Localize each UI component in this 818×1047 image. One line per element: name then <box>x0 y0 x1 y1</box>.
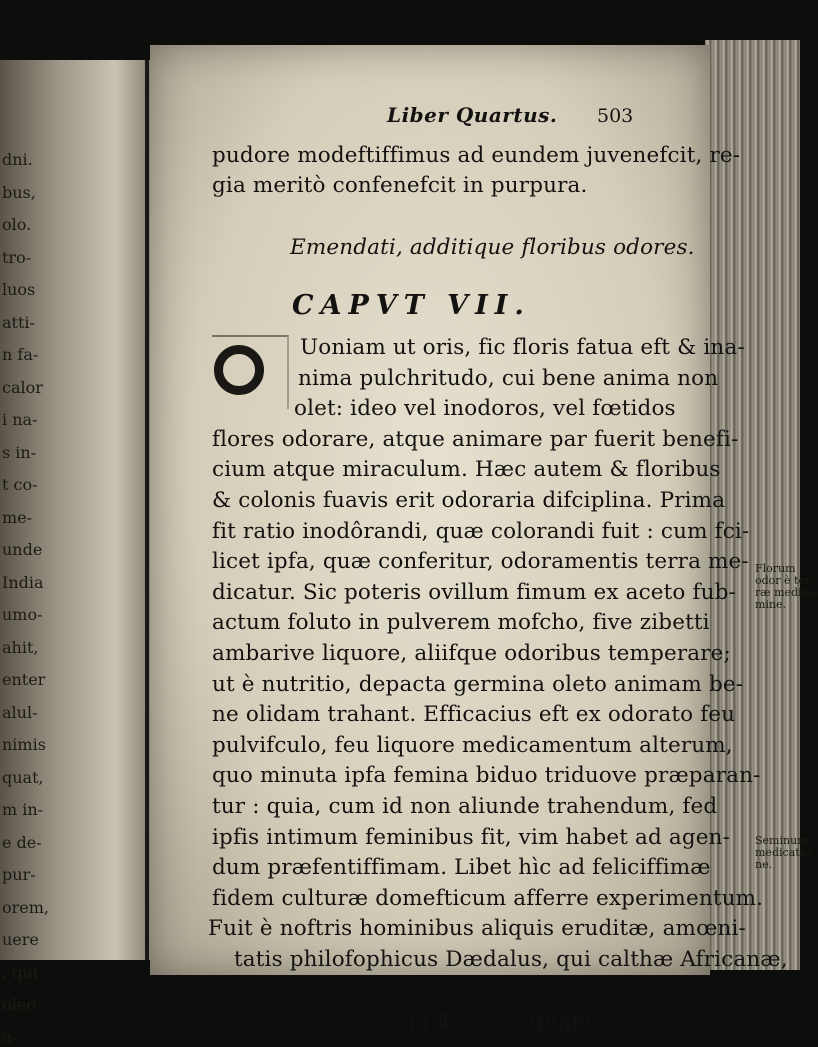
signature-mark: I i 4 <box>407 1010 451 1035</box>
margin-fragment: nimis <box>2 735 46 754</box>
margin-fragment: luos <box>2 280 36 299</box>
text-line: cium atque miraculum. Hæc autem & floribus <box>212 457 721 483</box>
text-line: olet: ideo vel inodoros, vel fœtidos <box>294 396 676 422</box>
marginal-note-florum <box>755 563 818 611</box>
margin-fragment: , qui <box>2 962 38 982</box>
margin-fragment: ahit, <box>2 637 39 657</box>
text-line: tatis philofophicus Dædalus, qui calthæ Africanæ, <box>234 947 788 972</box>
margin-fragment: enter <box>2 670 46 689</box>
book-gutter <box>145 60 149 960</box>
text-line: nima pulchritudo, cui bene anima non <box>298 365 719 391</box>
text-line: actum foluto in pulverem mofcho, five zibetti <box>212 610 710 636</box>
marginal-note-line: odor è ter- <box>755 574 814 587</box>
margin-fragment: umo- <box>2 605 43 624</box>
text-line: dicatur. Sic poteris ovillum fimum ex aceto fub- <box>212 579 736 605</box>
marginal-note-line: mine. <box>755 598 787 611</box>
intro-line: gia meritò confenefcit in purpura. <box>212 173 588 198</box>
text-line: fidem culturæ domefticum afferre experimentum. <box>212 885 764 911</box>
catchword: quàm <box>530 1010 593 1035</box>
margin-fragment: u- <box>2 1027 18 1047</box>
margin-fragment: uere <box>2 930 39 949</box>
margin-fragment: m in- <box>2 800 44 819</box>
marginal-note-line: Seminum <box>755 834 808 847</box>
text-line: ambarive liquore, aliifque odoribus temperare; <box>212 641 731 666</box>
margin-fragment: i na- <box>2 410 38 429</box>
text-line: Fuit è noftris hominibus aliquis eruditæ, amœni- <box>208 916 746 942</box>
marginal-note-line: ne. <box>755 858 773 871</box>
margin-fragment: bus, <box>2 182 36 202</box>
marginal-note-seminum <box>755 835 814 871</box>
text-line: ne olidam trahant. Efficacius eft ex odorato feu <box>212 702 736 728</box>
marginal-note-line: medicatio- <box>755 846 814 859</box>
margin-fragment: t co- <box>2 475 38 494</box>
text-line: quo minuta ipfa femina biduo triduove præparan- <box>212 763 761 789</box>
text-line: licet ipfa, quæ conferitur, odoramentis terra me- <box>212 549 749 575</box>
margin-fragment: orem, <box>2 897 50 917</box>
margin-fragment: dni. <box>2 150 33 169</box>
margin-fragment: me- <box>2 507 33 527</box>
margin-fragment: oleo <box>2 995 36 1014</box>
dropcap-letter-q <box>214 345 264 395</box>
margin-fragment: India <box>2 572 44 592</box>
text-line: tur : quia, cum id non aliunde trahendum, fed <box>212 794 718 819</box>
book-page <box>150 45 818 1035</box>
margin-fragment: quat, <box>2 767 44 787</box>
running-header <box>212 103 692 133</box>
text-line: dum præfentiffimam. Libet hìc ad feliciffimæ <box>212 855 711 881</box>
chapter-heading: CAPVT VII. <box>292 290 531 321</box>
margin-fragment: tro- <box>2 247 32 267</box>
text-line: Uoniam ut oris, fic floris fatua eft & ina- <box>300 335 745 360</box>
margin-fragment: s in- <box>2 442 37 462</box>
margin-fragment: unde <box>2 540 43 559</box>
intro-line: pudore modeftiffimus ad eundem juvenefcit, re- <box>212 143 741 168</box>
text-line: fit ratio inodôrandi, quæ colorandi fuit : cum fci- <box>212 518 750 544</box>
verse-line: Emendati, additique floribus odores. <box>290 235 695 260</box>
margin-fragment: e de- <box>2 832 42 852</box>
margin-fragment: calor <box>2 377 43 397</box>
margin-fragment: alul- <box>2 702 38 722</box>
margin-fragment: atti- <box>2 312 35 332</box>
page-number: 503 <box>597 105 634 127</box>
marginal-note-line: Florum <box>755 562 796 575</box>
margin-fragment: pur- <box>2 865 36 884</box>
text-line: flores odorare, atque animare par fuerit benefi- <box>212 426 739 452</box>
marginal-note-line: ræ medica- <box>755 586 818 599</box>
facing-page-margin <box>0 60 165 1047</box>
text-line: & colonis fuavis erit odoraria difciplina. Prima <box>212 488 726 513</box>
margin-fragment: olo. <box>2 215 32 234</box>
margin-fragment: n fa- <box>2 345 39 364</box>
text-line: ipfis intimum feminibus fit, vim habet ad agen- <box>212 824 731 850</box>
running-title: Liber Quartus. <box>387 103 558 127</box>
text-line: ut è nutritio, depacta germina oleto animam be- <box>212 671 744 697</box>
text-line: pulvifculo, feu liquore medicamentum alterum, <box>212 732 733 758</box>
